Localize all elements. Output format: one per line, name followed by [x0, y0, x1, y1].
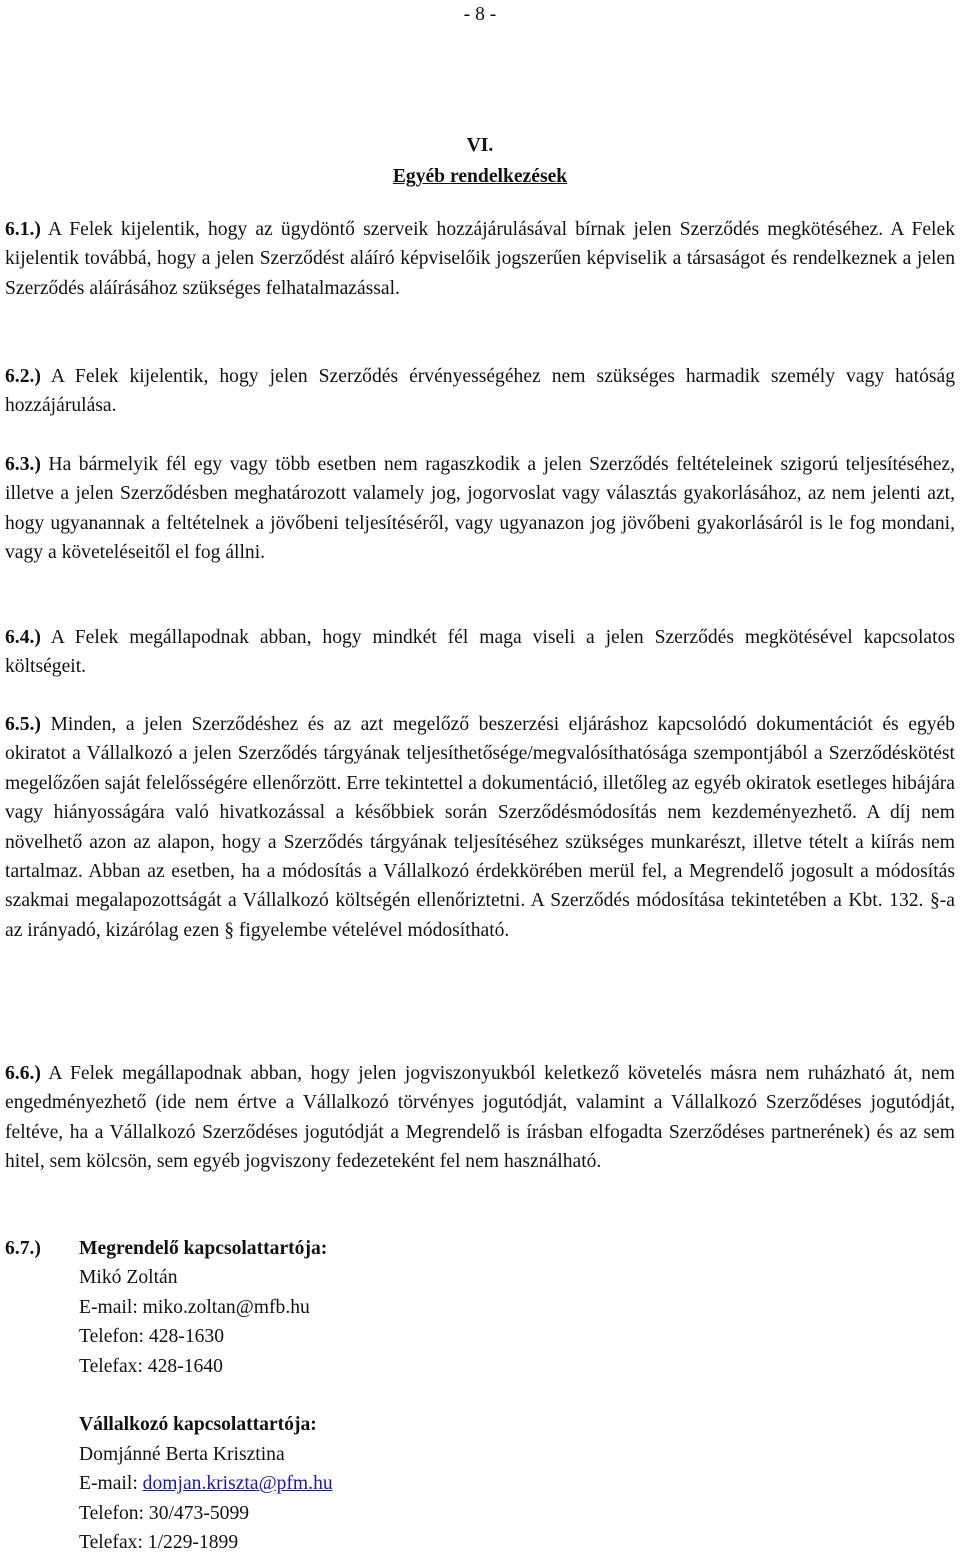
client-contact: [5, 1234, 955, 1557]
section-number: 6.5.): [5, 714, 41, 735]
section-text: A Felek megállapodnak abban, hogy jelen jogviszonyukból keletkező követelés másra nem ruházható át, nem engedményezhető (ide nem értve a Vállalkozó törvényes jogutódját, valamint a Vállalkozó Szerződéses jogutódját, feltéve, ha a Vállalkozó Szerződéses jogutódját a Megrendelő is írásban elfogadta Szerződéses partnerének) és az sem hitel, sem kölcsön, sem egyéb jogviszony fedezeteként fel nem használható.: [5, 1063, 955, 1173]
section-number: 6.7.): [5, 1238, 41, 1259]
chapter-number: VI.: [466, 135, 494, 156]
contractor-contact-title: Vállalkozó kapcsolattartója:: [79, 1414, 317, 1436]
section-text: Ha bármelyik fél egy vagy több esetben nem ragaszkodik a jelen Szerződés feltételeinek szigorú teljesítéséhez, illetve a jelen Szerződésben meghatározott valamely jog, jogorvoslat vagy választás gyakorlásához, az nem jelenti azt, hogy ugyanannak a feltételnek a jövőbeni teljesítéséről, vagy ugyanazon jog jövőbeni gyakorlásáról is le fog mondani, vagy a követeléseitől el fog állni.: [5, 454, 955, 564]
section-text: A Felek kijelentik, hogy jelen Szerződés érvényességéhez nem szükséges harmadik személy vagy hatóság hozzájárulása.: [5, 366, 955, 417]
contractor-contact-email: [79, 1469, 955, 1498]
client-contact-email: E-mail: miko.zoltan@mfb.hu: [79, 1296, 310, 1318]
contacts-section: [5, 1234, 955, 1557]
section-6-3: [5, 450, 955, 568]
chapter-title: Egyéb rendelkezések: [392, 166, 568, 187]
client-contact-name: Mikó Zoltán: [79, 1267, 178, 1289]
section-text: Minden, a jelen Szerződéshez és az azt megelőző beszerzési eljáráshoz kapcsolódó dokumentációt és egyéb okiratot a Vállalkozó a jelen Szerződés tárgyának teljesíthetősége/megvalósíthatósága szempontjából a Szerződéskötést megelőzően saját felelősségére ellenőrzött. Erre tekintettel a dokumentáció, illetőleg az egyéb okiratok esetleges hibájára vagy hiányosságára való hivatkozással a későbbiek során Szerződésmódosítás nem kezdeményezhető. A díj nem növelhető azon az alapon, hogy a Szerződés tárgyának teljesítéséhez szükséges munkarészt, illetve tételt a kiírás nem tartalmaz. Abban az esetben, ha a módosítás a Vállalkozó érdekkörében merül fel, a Megrendelő jogosult a módosítás szakmai megalapozottságát a Vállalkozó költségén ellenőriztetni. A Szerződés módosítása tekintetében a Kbt. 132. §-a az irányadó, kizárólag ezen § figyelembe vételével módosítható.: [5, 714, 955, 941]
section-number: 6.4.): [5, 627, 41, 648]
section-number: 6.2.): [5, 366, 41, 387]
contractor-email-link[interactable]: domjan.kriszta@pfm.hu: [142, 1473, 333, 1495]
section-6-1: [5, 215, 955, 303]
section-text: A Felek kijelentik, hogy az ügydöntő szerveik hozzájárulásával bírnak jelen Szerződés megkötéséhez. A Felek kijelentik továbbá, hogy a jelen Szerződést aláíró képviselőik jogszerűen képviselik a társaságot és rendelkeznek a jelen Szerződés aláírásához szükséges felhatalmazással.: [5, 219, 955, 299]
contractor-contact-phone: Telefon: 30/473-5099: [79, 1502, 250, 1524]
section-6-4: [5, 623, 955, 682]
section-6-2: [5, 362, 955, 421]
section-text: A Felek megállapodnak abban, hogy mindkét fél maga viseli a jelen Szerződés megkötésével kapcsolatos költségeit.: [5, 627, 955, 678]
section-number: 6.3.): [5, 454, 41, 475]
client-contact-phone: Telefon: 428-1630: [79, 1326, 225, 1348]
contractor-contact-fax: Telefax: 1/229-1899: [79, 1532, 239, 1554]
contractor-contact-name: Domjánné Berta Krisztina: [79, 1443, 285, 1465]
section-number: 6.1.): [5, 219, 41, 240]
email-label: E-mail:: [79, 1473, 143, 1495]
client-contact-fax: Telefax: 428-1640: [79, 1355, 223, 1377]
section-6-5: [5, 710, 955, 945]
client-contact-title: Megrendelő kapcsolattartója:: [79, 1238, 328, 1259]
page-number: - 8 -: [463, 4, 497, 25]
chapter-heading: [0, 130, 960, 192]
section-number: 6.6.): [5, 1063, 41, 1084]
section-6-6: [5, 1059, 955, 1177]
